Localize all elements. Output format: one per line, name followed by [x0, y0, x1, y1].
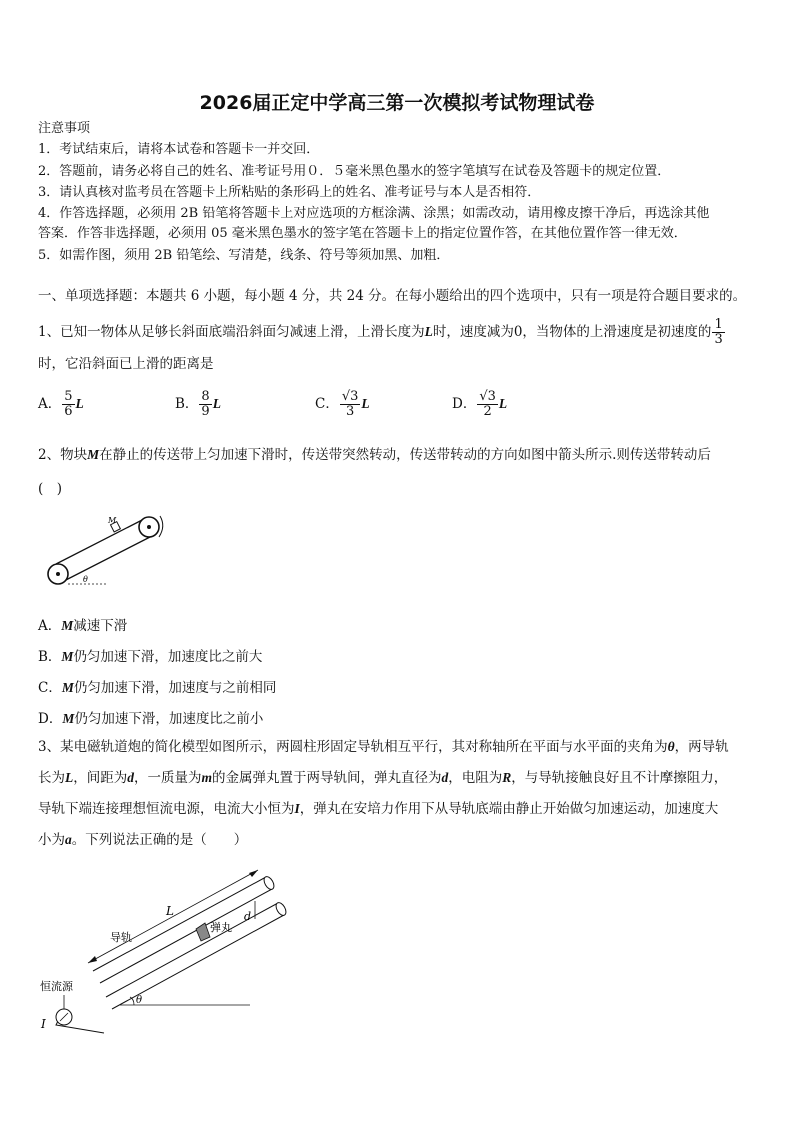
q1-option-a[interactable]: A． $\frac{5}{6}$ L [38, 389, 84, 419]
upper-rail-end [262, 875, 276, 891]
label-i: I [41, 1017, 46, 1031]
question-2-line-1: 2、物块M在静止的传送带上匀加速下滑时，传送带突然转动，传送带转动的方向如图中箭头所示.则传送带转动后 [38, 447, 711, 463]
notice-heading: 注意事项 [38, 121, 91, 136]
question-2-line-2: ( ) [38, 481, 63, 497]
belt-bottom-edge [60, 536, 152, 583]
q2-option-c[interactable]: C．M仍匀加速下滑，加速度与之前相同 [38, 680, 277, 696]
label-m: M [108, 516, 117, 525]
notice-item-1: 1．考试结束后，请将本试卷和答题卡一并交回． [38, 142, 320, 157]
section-heading: 一、单项选择题：本题共 6 小题，每小题 4 分，共 24 分。在每小题给出的四个选项中，只有一项是符合题目要求的。 [38, 288, 747, 304]
q2-option-d[interactable]: D．M仍匀加速下滑，加速度比之前小 [38, 711, 264, 727]
label-d: d [244, 910, 252, 923]
question-3-line-2: 长为L，间距为d，一质量为m的金属弹丸置于两导轨间，弹丸直径为d，电阻为R，与导轨接触良好且不计摩擦阻力， [38, 770, 728, 786]
question-1-line-1: 1、已知一物体从足够长斜面底端沿斜面匀减速上滑，上滑长度为L时，速度减为0，当物体的上滑速度是初速度的 $\frac{1}{3}$ [38, 317, 723, 347]
notice-item-3: 3．请认真核对监考员在答题卡上所粘贴的条形码上的姓名、准考证号与本人是否相符． [38, 185, 541, 200]
q1-option-c[interactable]: C． $\frac{√3}{3}$ L [315, 389, 370, 419]
label-theta: θ [83, 575, 88, 584]
projectile [196, 923, 210, 941]
notice-item-2: 2．答题前，请务必将自己的姓名、准考证号用０．５毫米黑色墨水的签字笔填写在试卷及答题卡的规定位置． [38, 164, 671, 179]
notice-item-4: 4．作答选择题，必须用 2B 铅笔将答题卡上对应选项的方框涂满、涂黑；如需改动，请用橡皮擦干净后，再选涂其他 [38, 206, 710, 221]
lower-rail-end [274, 901, 288, 917]
label-rail: 导轨 [110, 931, 132, 944]
notice-item-5: 5．如需作图，须用 2B 铅笔绘、写清楚，线条、符号等须加黑、加粗． [38, 248, 450, 263]
notice-item-4-cont: 答案．作答非选择题，必须用 05 毫米黑色墨水的签字笔在答题卡上的指定位置作答，在其他位置作答一律无效． [38, 226, 687, 241]
q2-option-b[interactable]: B．M仍匀加速下滑，加速度比之前大 [38, 649, 263, 665]
label-theta-angle: θ [136, 995, 143, 1006]
label-source: 恒流源 [40, 980, 73, 993]
fraction-one-third: $\frac{1}{3}$ [714, 317, 723, 347]
question-3-line-4: 小为a。下列说法正确的是（ ） [38, 832, 248, 848]
question-3-line-3: 导轨下端连接理想恒流电源，电流大小恒为I，弹丸在安培力作用下从导轨底端由静止开始做匀加速运动，加速度大 [38, 801, 719, 817]
belt-top-edge [56, 518, 146, 564]
label-projectile: 弹丸 [210, 921, 232, 934]
conveyor-belt-diagram [38, 508, 178, 592]
railgun-diagram [38, 865, 298, 1045]
page-title: 2026届正定中学高三第一次模拟考试物理试卷 [199, 92, 595, 114]
q1-option-b[interactable]: B． $\frac{8}{9}$ L [175, 389, 221, 419]
question-3-line-1: 3、某电磁轨道炮的简化模型如图所示，两圆柱形固定导轨相互平行，其对称轴所在平面与水平面的夹角为θ，两导轨 [38, 739, 729, 755]
q1-option-d[interactable]: D． $\frac{√3}{2}$ L [452, 389, 508, 419]
q2-option-a[interactable]: A．M减速下滑 [38, 618, 128, 634]
label-l: L [166, 904, 174, 918]
question-1-line-2: 时，它沿斜面已上滑的距离是 [38, 356, 214, 372]
